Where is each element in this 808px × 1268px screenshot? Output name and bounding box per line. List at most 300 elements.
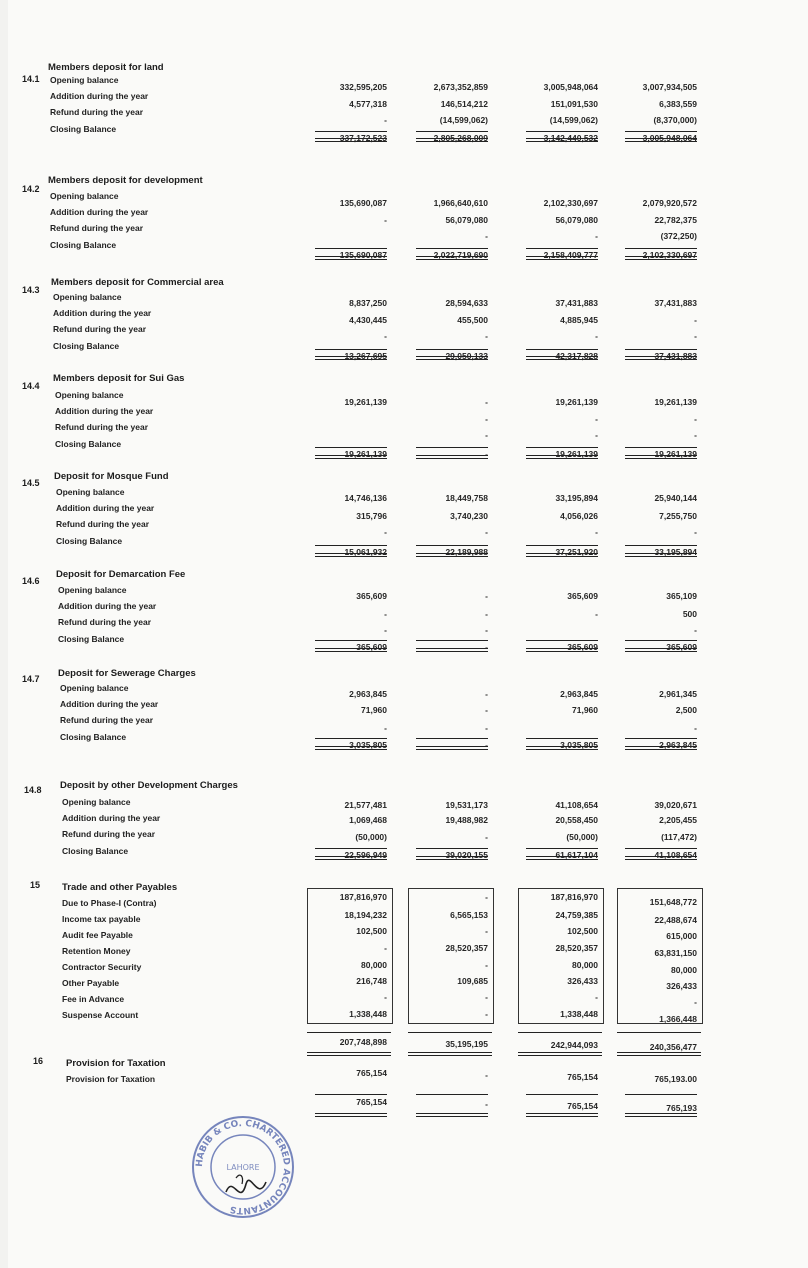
total-double-rule: [625, 648, 697, 652]
subtotal-rule: [315, 349, 387, 350]
subtotal-rule: [315, 848, 387, 849]
payable-label: Retention Money: [62, 946, 131, 956]
amount-value: -: [595, 609, 598, 619]
total-double-rule: [416, 746, 488, 750]
amount-value: -: [694, 315, 697, 325]
amount-value: -: [595, 231, 598, 241]
total-double-rule: [416, 138, 488, 142]
amount-value: 2,673,352,859: [433, 82, 488, 92]
amount-value: -: [595, 527, 598, 537]
subtotal-rule: [315, 248, 387, 249]
auditor-stamp: [188, 1112, 298, 1222]
amount-value: 37,431,883: [555, 298, 598, 308]
amount-value: 2,963,845: [349, 689, 387, 699]
amount-value: -: [485, 625, 488, 635]
amount-value: 56,079,080: [555, 215, 598, 225]
amount-value: 71,960: [572, 705, 598, 715]
note-number: 14.2: [22, 184, 40, 194]
payable-value: -: [694, 997, 697, 1007]
payable-value: -: [485, 926, 488, 936]
total-double-rule: [617, 1052, 701, 1056]
payable-label: Contractor Security: [62, 962, 142, 972]
subtotal-rule: [315, 738, 387, 739]
closing-balance-value: 39,020,155: [445, 850, 488, 860]
payable-value: 326,433: [666, 981, 697, 991]
note-title: Members deposit for Commercial area: [51, 277, 224, 288]
row-label: Closing Balance: [56, 536, 123, 546]
total-double-rule: [526, 746, 598, 750]
amount-value: 28,594,633: [445, 298, 488, 308]
subtotal-rule: [307, 1032, 391, 1033]
closing-balance-value: 33,195,894: [654, 547, 697, 557]
payable-value: 1,366,448: [659, 1014, 697, 1024]
amount-value: 8,837,250: [349, 298, 387, 308]
amount-value: 3,740,230: [450, 511, 488, 521]
amount-value: 4,577,318: [349, 99, 387, 109]
row-label: Addition during the year: [55, 406, 154, 416]
note-title: Members deposit for development: [48, 175, 203, 186]
amount-value: 21,577,481: [344, 800, 387, 810]
closing-balance-value: -: [485, 740, 488, 750]
amount-value: 71,960: [361, 705, 387, 715]
closing-balance-value: 22,189,988: [445, 547, 488, 557]
amount-value: 19,261,139: [555, 397, 598, 407]
closing-balance-value: 42,317,828: [555, 351, 598, 361]
row-label: Addition during the year: [60, 699, 159, 709]
subtotal-rule: [408, 1032, 492, 1033]
row-label: Opening balance: [50, 75, 119, 85]
amount-value: 151,091,530: [550, 99, 598, 109]
amount-value: -: [694, 723, 697, 733]
closing-balance-value: 3,142,440,532: [543, 133, 598, 143]
subtotal-rule: [526, 848, 598, 849]
amount-value: 14,746,136: [344, 493, 387, 503]
amount-value: -: [485, 231, 488, 241]
note-number: 14.3: [22, 285, 40, 295]
total-double-rule: [315, 648, 387, 652]
row-label: Refund during the year: [60, 715, 154, 725]
payable-value: 102,500: [356, 926, 387, 936]
amount-value: -: [694, 331, 697, 341]
amount-value: -: [485, 331, 488, 341]
total-double-rule: [625, 356, 697, 360]
amount-value: 22,782,375: [654, 215, 697, 225]
note-title: Members deposit for Sui Gas: [53, 373, 185, 384]
amount-value: -: [595, 414, 598, 424]
amount-value: 500: [682, 609, 697, 619]
taxation-value: 765,154: [567, 1072, 598, 1082]
row-label: Opening balance: [53, 292, 122, 302]
amount-value: 19,488,982: [445, 815, 488, 825]
row-label: Addition during the year: [62, 813, 161, 823]
closing-balance-value: 29,050,133: [445, 351, 488, 361]
payables-total: 35,195,195: [445, 1038, 488, 1049]
subtotal-rule: [526, 1094, 598, 1095]
payable-value: 187,816,970: [550, 892, 598, 902]
note-title: Deposit for Demarcation Fee: [56, 569, 186, 580]
closing-balance-value: 15,061,932: [344, 547, 387, 557]
payable-value: 18,194,232: [344, 910, 387, 920]
amount-value: -: [485, 414, 488, 424]
taxation-value: 765,154: [356, 1068, 387, 1078]
total-double-rule: [625, 856, 697, 860]
closing-balance-value: 365,609: [666, 642, 697, 652]
payable-value: 151,648,772: [649, 897, 697, 907]
payable-label: Fee in Advance: [62, 994, 125, 1004]
amount-value: -: [485, 591, 488, 601]
total-double-rule: [416, 256, 488, 260]
payable-value: 80,000: [671, 965, 697, 975]
amount-value: 4,885,945: [560, 315, 598, 325]
amount-value: 2,205,455: [659, 815, 697, 825]
amount-value: 315,796: [356, 511, 387, 521]
closing-balance-value: 2,805,268,009: [433, 133, 488, 143]
amount-value: (14,599,062): [549, 115, 598, 125]
amount-value: -: [485, 705, 488, 715]
subtotal-rule: [315, 447, 387, 448]
note-title: Provision for Taxation: [66, 1058, 166, 1069]
subtotal-rule: [625, 447, 697, 448]
closing-balance-value: 337,172,523: [339, 133, 387, 143]
total-double-rule: [416, 553, 488, 557]
amount-value: 135,690,087: [339, 198, 387, 208]
payable-value: 109,685: [457, 976, 488, 986]
subtotal-rule: [625, 248, 697, 249]
subtotal-rule: [315, 545, 387, 546]
subtotal-rule: [625, 848, 697, 849]
amount-value: 6,383,559: [659, 99, 697, 109]
payable-label: Suspense Account: [62, 1010, 139, 1020]
row-label: Addition during the year: [53, 308, 152, 318]
amount-value: -: [595, 331, 598, 341]
subtotal-rule: [625, 545, 697, 546]
payable-value: 28,520,357: [555, 943, 598, 953]
closing-balance-value: 22,596,949: [344, 850, 387, 860]
payables-column-box: [307, 888, 393, 1024]
subtotal-rule: [416, 349, 488, 350]
closing-balance-value: 19,261,139: [654, 449, 697, 459]
row-label: Closing Balance: [55, 439, 122, 449]
row-label: Opening balance: [56, 487, 125, 497]
amount-value: 2,500: [675, 705, 697, 715]
amount-value: -: [694, 527, 697, 537]
payable-value: -: [595, 992, 598, 1002]
amount-value: 39,020,671: [654, 800, 697, 810]
closing-balance-value: 61,617,104: [555, 850, 598, 860]
amount-value: 365,609: [356, 591, 387, 601]
note-title: Members deposit for land: [48, 62, 164, 73]
note-title: Deposit for Mosque Fund: [54, 471, 169, 482]
payable-label: Income tax payable: [62, 914, 141, 924]
payable-value: 102,500: [567, 926, 598, 936]
amount-value: 2,963,845: [560, 689, 598, 699]
payable-value: 6,565,153: [450, 910, 488, 920]
amount-value: (372,250): [660, 231, 697, 241]
payable-value: 22,488,674: [654, 915, 697, 925]
stamp-city-text: LAHORE: [226, 1163, 260, 1172]
row-label: Opening balance: [58, 585, 127, 595]
amount-value: 2,961,345: [659, 689, 697, 699]
row-label: Addition during the year: [58, 601, 157, 611]
amount-value: 365,109: [666, 591, 697, 601]
amount-value: -: [485, 723, 488, 733]
amount-value: -: [694, 414, 697, 424]
note-number: 14.6: [22, 576, 40, 586]
total-double-rule: [526, 256, 598, 260]
row-label: Closing Balance: [50, 240, 117, 250]
total-double-rule: [526, 356, 598, 360]
amount-value: 146,514,212: [440, 99, 488, 109]
amount-value: -: [595, 430, 598, 440]
payable-value: 1,338,448: [349, 1009, 387, 1019]
row-label: Addition during the year: [50, 91, 149, 101]
total-double-rule: [625, 455, 697, 459]
total-double-rule: [408, 1052, 492, 1056]
row-label: Refund during the year: [56, 519, 150, 529]
row-label: Refund during the year: [50, 107, 144, 117]
total-double-rule: [526, 856, 598, 860]
closing-balance-value: 2,963,845: [659, 740, 697, 750]
amount-value: 33,195,894: [555, 493, 598, 503]
note-number: 14.8: [24, 785, 42, 795]
total-double-rule: [416, 648, 488, 652]
amount-value: 19,261,139: [344, 397, 387, 407]
total-double-rule: [416, 1113, 488, 1117]
amount-value: 332,595,205: [339, 82, 387, 92]
closing-balance-value: 3,005,948,064: [642, 133, 697, 143]
amount-value: 1,069,468: [349, 815, 387, 825]
row-label: Refund during the year: [53, 324, 147, 334]
subtotal-rule: [526, 248, 598, 249]
amount-value: -: [485, 609, 488, 619]
payable-label: Audit fee Payable: [62, 930, 133, 940]
payable-value: -: [384, 943, 387, 953]
closing-balance-value: 2,102,330,697: [642, 250, 697, 260]
total-double-rule: [526, 1113, 598, 1117]
closing-balance-value: 2,158,409,777: [543, 250, 598, 260]
subtotal-rule: [416, 640, 488, 641]
payable-value: -: [485, 892, 488, 902]
payables-column-box: [408, 888, 494, 1024]
subtotal-rule: [315, 640, 387, 641]
closing-balance-value: 41,108,654: [654, 850, 697, 860]
row-label: Refund during the year: [50, 223, 144, 233]
subtotal-rule: [315, 1094, 387, 1095]
subtotal-rule: [526, 349, 598, 350]
payable-value: -: [485, 960, 488, 970]
payable-value: 615,000: [666, 931, 697, 941]
amount-value: (50,000): [566, 832, 598, 842]
total-double-rule: [518, 1052, 602, 1056]
closing-balance-value: 3,035,805: [349, 740, 387, 750]
amount-value: 37,431,883: [654, 298, 697, 308]
total-double-rule: [625, 138, 697, 142]
row-label: Closing Balance: [62, 846, 129, 856]
row-label: Refund during the year: [58, 617, 152, 627]
amount-value: 18,449,758: [445, 493, 488, 503]
closing-balance-value: 365,609: [356, 642, 387, 652]
total-double-rule: [625, 746, 697, 750]
total-double-rule: [315, 856, 387, 860]
page: [8, 0, 808, 1268]
payable-value: 80,000: [572, 960, 598, 970]
total-double-rule: [315, 256, 387, 260]
subtotal-rule: [416, 1094, 488, 1095]
note-title: Deposit for Sewerage Charges: [58, 668, 196, 679]
subtotal-rule: [526, 738, 598, 739]
amount-value: -: [485, 832, 488, 842]
payable-value: 1,338,448: [560, 1009, 598, 1019]
amount-value: -: [384, 331, 387, 341]
amount-value: -: [384, 625, 387, 635]
payable-value: 28,520,357: [445, 943, 488, 953]
amount-value: -: [694, 625, 697, 635]
note-number: 14.1: [22, 74, 40, 84]
total-double-rule: [625, 553, 697, 557]
amount-value: 4,056,026: [560, 511, 598, 521]
subtotal-rule: [416, 248, 488, 249]
payable-label: Due to Phase-I (Contra): [62, 898, 157, 908]
amount-value: -: [694, 430, 697, 440]
payable-label: Other Payable: [62, 978, 120, 988]
subtotal-rule: [526, 131, 598, 132]
total-double-rule: [416, 455, 488, 459]
total-double-rule: [625, 1113, 697, 1117]
taxation-total: 765,154: [567, 1101, 598, 1111]
note-number: 14.5: [22, 478, 40, 488]
note-number: 14.7: [22, 674, 40, 684]
taxation-label: Provision for Taxation: [66, 1074, 156, 1084]
taxation-total: -: [485, 1099, 488, 1109]
amount-value: (8,370,000): [653, 115, 697, 125]
payables-column-box: [518, 888, 604, 1024]
subtotal-rule: [315, 131, 387, 132]
row-label: Opening balance: [50, 191, 119, 201]
payable-value: 24,759,385: [555, 910, 598, 920]
row-label: Refund during the year: [55, 422, 149, 432]
payable-value: -: [485, 992, 488, 1002]
row-label: Closing Balance: [60, 732, 127, 742]
total-double-rule: [526, 455, 598, 459]
amount-value: 2,102,330,697: [543, 198, 598, 208]
amount-value: 25,940,144: [654, 493, 697, 503]
taxation-total: 765,154: [356, 1097, 387, 1107]
row-label: Opening balance: [60, 683, 129, 693]
taxation-value: 765,193.00: [654, 1074, 697, 1084]
amount-value: 2,079,920,572: [642, 198, 697, 208]
closing-balance-value: -: [485, 642, 488, 652]
amount-value: 19,531,173: [445, 800, 488, 810]
closing-balance-value: 135,690,087: [339, 250, 387, 260]
amount-value: -: [384, 723, 387, 733]
row-label: Closing Balance: [53, 341, 120, 351]
closing-balance-value: 2,022,719,690: [433, 250, 488, 260]
subtotal-rule: [526, 640, 598, 641]
taxation-total: 765,193: [666, 1103, 697, 1113]
total-double-rule: [315, 455, 387, 459]
amount-value: 1,966,640,610: [433, 198, 488, 208]
closing-balance-value: 37,251,920: [555, 547, 598, 557]
amount-value: -: [485, 527, 488, 537]
amount-value: 4,430,445: [349, 315, 387, 325]
subtotal-rule: [518, 1032, 602, 1033]
row-label: Closing Balance: [58, 634, 125, 644]
amount-value: -: [485, 430, 488, 440]
subtotal-rule: [416, 848, 488, 849]
amount-value: 20,558,450: [555, 815, 598, 825]
total-double-rule: [315, 138, 387, 142]
total-double-rule: [416, 856, 488, 860]
payable-value: 63,831,150: [654, 948, 697, 958]
closing-balance-value: -: [485, 449, 488, 459]
total-double-rule: [315, 1113, 387, 1117]
subtotal-rule: [625, 131, 697, 132]
amount-value: 56,079,080: [445, 215, 488, 225]
total-double-rule: [526, 553, 598, 557]
row-label: Closing Balance: [50, 124, 117, 134]
amount-value: 455,500: [457, 315, 488, 325]
stamp-ring-text: HABIB & CO. CHARTERED ACCOUNTANTS: [194, 1118, 292, 1216]
row-label: Refund during the year: [62, 829, 156, 839]
payable-value: 187,816,970: [339, 892, 387, 902]
subtotal-rule: [625, 640, 697, 641]
row-label: Opening balance: [62, 797, 131, 807]
total-double-rule: [315, 553, 387, 557]
subtotal-rule: [416, 545, 488, 546]
total-double-rule: [315, 746, 387, 750]
row-label: Addition during the year: [56, 503, 155, 513]
total-double-rule: [526, 648, 598, 652]
payable-value: 80,000: [361, 960, 387, 970]
closing-balance-value: 365,609: [567, 642, 598, 652]
subtotal-rule: [416, 131, 488, 132]
amount-value: -: [384, 527, 387, 537]
amount-value: (117,472): [661, 832, 697, 842]
note-number: 14.4: [22, 381, 40, 391]
closing-balance-value: 37,431,883: [654, 351, 697, 361]
closing-balance-value: 19,261,139: [555, 449, 598, 459]
subtotal-rule: [625, 1094, 697, 1095]
note-number: 15: [30, 880, 41, 890]
payables-total: 242,944,093: [550, 1040, 598, 1050]
closing-balance-value: 3,035,805: [560, 740, 598, 750]
payable-value: -: [485, 1009, 488, 1019]
closing-balance-value: 13,267,695: [344, 351, 387, 361]
amount-value: 365,609: [567, 591, 598, 601]
row-label: Opening balance: [55, 390, 124, 400]
total-double-rule: [315, 356, 387, 360]
amount-value: 3,007,934,505: [642, 82, 697, 92]
amount-value: 41,108,654: [555, 800, 598, 810]
closing-balance-value: 19,261,139: [344, 449, 387, 459]
amount-value: -: [485, 689, 488, 699]
total-double-rule: [307, 1052, 391, 1056]
amount-value: -: [384, 215, 387, 225]
subtotal-rule: [617, 1032, 701, 1033]
subtotal-rule: [416, 447, 488, 448]
payables-column-box: [617, 888, 703, 1024]
taxation-value: -: [485, 1070, 488, 1080]
payable-value: 326,433: [567, 976, 598, 986]
amount-value: 19,261,139: [654, 397, 697, 407]
row-label: Addition during the year: [50, 207, 149, 217]
total-double-rule: [625, 256, 697, 260]
payables-total: 207,748,898: [339, 1037, 387, 1047]
payable-value: -: [384, 992, 387, 1002]
amount-value: (14,599,062): [439, 115, 488, 125]
note-title: Deposit by other Development Charges: [60, 780, 238, 791]
note-title: Trade and other Payables: [62, 882, 178, 893]
